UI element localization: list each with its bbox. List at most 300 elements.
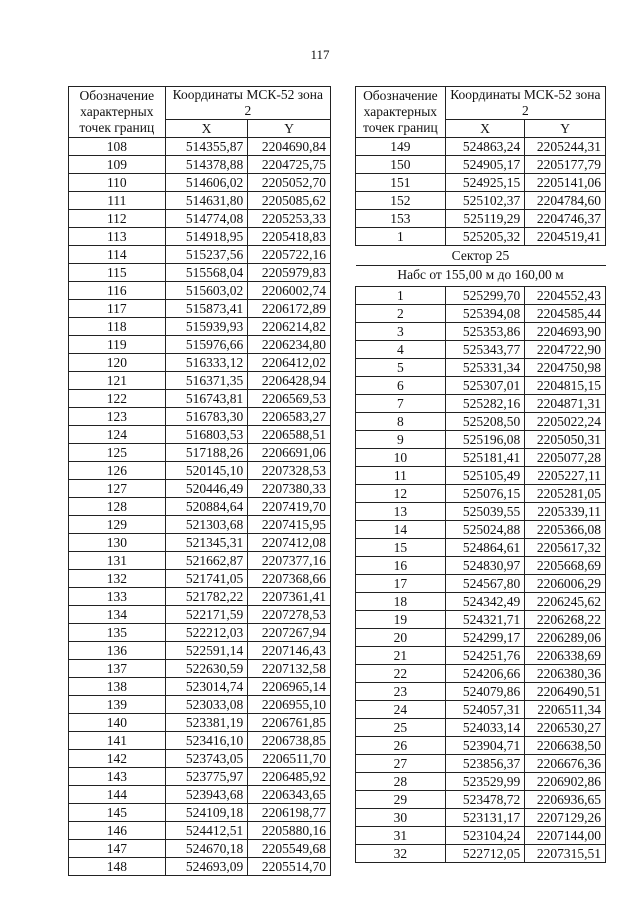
y-value: 2204585,44: [525, 305, 606, 323]
table-row: [356, 791, 606, 809]
x-value: 525181,41: [445, 449, 525, 467]
x-value: 523478,72: [445, 791, 525, 809]
x-value: 523131,17: [445, 809, 525, 827]
point-number: 150: [356, 156, 446, 174]
x-value: 517188,26: [165, 444, 248, 462]
table-row: [356, 192, 606, 210]
y-value: 2206936,65: [525, 791, 606, 809]
x-value: 523033,08: [165, 696, 248, 714]
x-value: 524863,24: [445, 138, 525, 156]
point-number: 113: [69, 228, 166, 246]
table-row: [69, 264, 331, 282]
designation-header: Обозначение характерных точек границ: [356, 87, 446, 138]
point-number: 25: [356, 719, 446, 737]
table-row: [356, 395, 606, 413]
x-value: 514378,88: [165, 156, 248, 174]
table-row: [356, 809, 606, 827]
x-value: 514355,87: [165, 138, 248, 156]
x-value: 516783,30: [165, 408, 248, 426]
y-value: 2206955,10: [248, 696, 331, 714]
table-row: [356, 174, 606, 192]
table-row: [69, 840, 331, 858]
point-number: 142: [69, 750, 166, 768]
table-row: [356, 593, 606, 611]
table-row: [356, 665, 606, 683]
point-number: 6: [356, 377, 446, 395]
point-number: 145: [69, 804, 166, 822]
x-value: 516743,81: [165, 390, 248, 408]
sector-section: [356, 246, 606, 287]
y-value: 2206490,51: [525, 683, 606, 701]
table-row: [69, 192, 331, 210]
point-number: 14: [356, 521, 446, 539]
y-value: 2206761,85: [248, 714, 331, 732]
table-row: [356, 210, 606, 228]
x-value: 523775,97: [165, 768, 248, 786]
coordinates-header: Координаты МСК-52 зона 2: [165, 87, 330, 120]
point-number: 147: [69, 840, 166, 858]
x-value: 516371,35: [165, 372, 248, 390]
y-value: 2205253,33: [248, 210, 331, 228]
table-row: [356, 228, 606, 246]
y-value: 2206738,85: [248, 732, 331, 750]
table-row: [69, 156, 331, 174]
point-number: 24: [356, 701, 446, 719]
x-value: 524251,76: [445, 647, 525, 665]
table-row: [69, 858, 331, 876]
x-value: 515976,66: [165, 336, 248, 354]
y-value: 2207412,08: [248, 534, 331, 552]
point-number: 137: [69, 660, 166, 678]
table-row: [69, 246, 331, 264]
x-value: 525205,32: [445, 228, 525, 246]
y-value: 2206214,82: [248, 318, 331, 336]
x-value: 525039,55: [445, 503, 525, 521]
point-number: 15: [356, 539, 446, 557]
table-row: [69, 750, 331, 768]
x-value: 524567,80: [445, 575, 525, 593]
point-number: 1: [356, 228, 446, 246]
table-row: [69, 822, 331, 840]
table-row: [356, 557, 606, 575]
point-number: 117: [69, 300, 166, 318]
table-row: [356, 719, 606, 737]
x-value: 525105,49: [445, 467, 525, 485]
point-number: 136: [69, 642, 166, 660]
x-value: 522171,59: [165, 606, 248, 624]
x-value: 524079,86: [445, 683, 525, 701]
table-row: [356, 485, 606, 503]
y-value: 2204722,90: [525, 341, 606, 359]
y-value: 2205052,70: [248, 174, 331, 192]
sector-height-range: Набс от 155,00 м до 160,00 м: [356, 266, 606, 287]
table-row: [69, 678, 331, 696]
y-value: 2206902,86: [525, 773, 606, 791]
y-value: 2207361,41: [248, 588, 331, 606]
x-value: 524693,09: [165, 858, 248, 876]
table-row: [69, 588, 331, 606]
x-value: 523014,74: [165, 678, 248, 696]
x-value: 514631,80: [165, 192, 248, 210]
point-number: 31: [356, 827, 446, 845]
y-value: 2206511,70: [248, 750, 331, 768]
right-table-body-bottom: [356, 287, 606, 863]
x-value: 525208,50: [445, 413, 525, 431]
point-number: 32: [356, 845, 446, 863]
point-number: 132: [69, 570, 166, 588]
table-row: [356, 827, 606, 845]
point-number: 146: [69, 822, 166, 840]
coordinates-table-left: [68, 86, 331, 876]
table-row: [69, 354, 331, 372]
x-value: 514774,08: [165, 210, 248, 228]
x-value: 522591,14: [165, 642, 248, 660]
y-value: 2206289,06: [525, 629, 606, 647]
y-value: 2205085,62: [248, 192, 331, 210]
y-value: 2204750,98: [525, 359, 606, 377]
y-value: 2207380,33: [248, 480, 331, 498]
table-row: [356, 701, 606, 719]
coordinates-table-right: [355, 86, 606, 863]
table-row: [69, 426, 331, 444]
y-value: 2204746,37: [525, 210, 606, 228]
y-value: 2205880,16: [248, 822, 331, 840]
x-value: 515237,56: [165, 246, 248, 264]
x-value: 523416,10: [165, 732, 248, 750]
y-value: 2206380,36: [525, 665, 606, 683]
table-row: [356, 683, 606, 701]
point-number: 135: [69, 624, 166, 642]
y-value: 2205227,11: [525, 467, 606, 485]
table-row: [356, 413, 606, 431]
point-number: 28: [356, 773, 446, 791]
table-row: [69, 498, 331, 516]
table-row: [356, 575, 606, 593]
table-row: [69, 282, 331, 300]
x-value: 523904,71: [445, 737, 525, 755]
point-number: 125: [69, 444, 166, 462]
table-row: [69, 534, 331, 552]
x-value: 524670,18: [165, 840, 248, 858]
table-row: [69, 732, 331, 750]
point-number: 151: [356, 174, 446, 192]
table-row: [69, 552, 331, 570]
x-value: 523856,37: [445, 755, 525, 773]
point-number: 20: [356, 629, 446, 647]
y-value: 2205077,28: [525, 449, 606, 467]
x-value: 524905,17: [445, 156, 525, 174]
x-value: 515603,02: [165, 282, 248, 300]
table-row: [356, 138, 606, 156]
table-row: [356, 449, 606, 467]
point-number: 133: [69, 588, 166, 606]
point-number: 3: [356, 323, 446, 341]
point-number: 126: [69, 462, 166, 480]
table-row: [69, 390, 331, 408]
point-number: 109: [69, 156, 166, 174]
table-row: [69, 786, 331, 804]
point-number: 27: [356, 755, 446, 773]
x-value: 525307,01: [445, 377, 525, 395]
x-value: 520446,49: [165, 480, 248, 498]
y-value: 2204784,60: [525, 192, 606, 210]
table-row: [69, 174, 331, 192]
point-number: 13: [356, 503, 446, 521]
y-value: 2207267,94: [248, 624, 331, 642]
table-row: [69, 228, 331, 246]
x-value: 520145,10: [165, 462, 248, 480]
table-row: [69, 336, 331, 354]
table-row: [356, 629, 606, 647]
table-row: [356, 845, 606, 863]
table-row: [69, 372, 331, 390]
y-value: 2204871,31: [525, 395, 606, 413]
x-value: 521741,05: [165, 570, 248, 588]
y-value: 2205281,05: [525, 485, 606, 503]
y-value: 2205366,08: [525, 521, 606, 539]
x-value: 524925,15: [445, 174, 525, 192]
designation-header: Обозначение характерных точек границ: [69, 87, 166, 138]
x-value: 523104,24: [445, 827, 525, 845]
sector-title: Сектор 25: [356, 246, 606, 266]
table-row: [356, 305, 606, 323]
y-value: 2205244,31: [525, 138, 606, 156]
point-number: 127: [69, 480, 166, 498]
table-row: [356, 156, 606, 174]
point-number: 17: [356, 575, 446, 593]
point-number: 128: [69, 498, 166, 516]
y-value: 2206583,27: [248, 408, 331, 426]
point-number: 139: [69, 696, 166, 714]
y-value: 2205177,79: [525, 156, 606, 174]
x-value: 516333,12: [165, 354, 248, 372]
point-number: 18: [356, 593, 446, 611]
point-number: 122: [69, 390, 166, 408]
x-value: 523529,99: [445, 773, 525, 791]
point-number: 119: [69, 336, 166, 354]
x-value: 523743,05: [165, 750, 248, 768]
y-value: 2205339,11: [525, 503, 606, 521]
x-header: X: [165, 120, 248, 138]
point-number: 129: [69, 516, 166, 534]
point-number: 22: [356, 665, 446, 683]
point-number: 10: [356, 449, 446, 467]
y-value: 2206002,74: [248, 282, 331, 300]
table-row: [69, 462, 331, 480]
y-value: 2205514,70: [248, 858, 331, 876]
x-value: 525024,88: [445, 521, 525, 539]
point-number: 121: [69, 372, 166, 390]
point-number: 153: [356, 210, 446, 228]
point-number: 1: [356, 287, 446, 305]
y-value: 2206198,77: [248, 804, 331, 822]
point-number: 21: [356, 647, 446, 665]
point-number: 124: [69, 426, 166, 444]
point-number: 123: [69, 408, 166, 426]
x-value: 524206,66: [445, 665, 525, 683]
y-value: 2205979,83: [248, 264, 331, 282]
x-value: 521345,31: [165, 534, 248, 552]
x-value: 525119,29: [445, 210, 525, 228]
table-row: [356, 611, 606, 629]
y-header: Y: [525, 120, 606, 138]
x-value: 524057,31: [445, 701, 525, 719]
y-value: 2204552,43: [525, 287, 606, 305]
y-value: 2207129,26: [525, 809, 606, 827]
y-value: 2205418,83: [248, 228, 331, 246]
table-row: [69, 444, 331, 462]
table-row: [69, 516, 331, 534]
point-number: 141: [69, 732, 166, 750]
table-row: [356, 431, 606, 449]
y-value: 2206412,02: [248, 354, 331, 372]
x-value: 525331,34: [445, 359, 525, 377]
x-value: 524412,51: [165, 822, 248, 840]
left-table-body: [69, 138, 331, 876]
x-value: 521662,87: [165, 552, 248, 570]
table-row: [69, 768, 331, 786]
point-number: 8: [356, 413, 446, 431]
y-value: 2206530,27: [525, 719, 606, 737]
y-value: 2204815,15: [525, 377, 606, 395]
right-table-body-top: [356, 138, 606, 246]
table-row: [69, 624, 331, 642]
point-number: 11: [356, 467, 446, 485]
table-row: [356, 773, 606, 791]
point-number: 130: [69, 534, 166, 552]
x-value: 524342,49: [445, 593, 525, 611]
y-value: 2206343,65: [248, 786, 331, 804]
x-value: 515568,04: [165, 264, 248, 282]
y-value: 2207328,53: [248, 462, 331, 480]
table-row: [69, 696, 331, 714]
point-number: 114: [69, 246, 166, 264]
point-number: 149: [356, 138, 446, 156]
y-value: 2206245,62: [525, 593, 606, 611]
point-number: 23: [356, 683, 446, 701]
point-number: 115: [69, 264, 166, 282]
x-value: 522630,59: [165, 660, 248, 678]
x-value: 522212,03: [165, 624, 248, 642]
x-value: 525343,77: [445, 341, 525, 359]
point-number: 2: [356, 305, 446, 323]
x-value: 525196,08: [445, 431, 525, 449]
table-row: [69, 660, 331, 678]
y-value: 2205722,16: [248, 246, 331, 264]
table-row: [356, 755, 606, 773]
y-value: 2207144,00: [525, 827, 606, 845]
table-row: [69, 642, 331, 660]
y-value: 2206638,50: [525, 737, 606, 755]
point-number: 12: [356, 485, 446, 503]
x-value: 520884,64: [165, 498, 248, 516]
table-row: [69, 570, 331, 588]
x-value: 523381,19: [165, 714, 248, 732]
point-number: 112: [69, 210, 166, 228]
x-value: 514918,95: [165, 228, 248, 246]
point-number: 148: [69, 858, 166, 876]
x-value: 514606,02: [165, 174, 248, 192]
point-number: 120: [69, 354, 166, 372]
x-value: 525282,16: [445, 395, 525, 413]
table-row: [69, 318, 331, 336]
x-value: 525299,70: [445, 287, 525, 305]
y-value: 2206428,94: [248, 372, 331, 390]
point-number: 144: [69, 786, 166, 804]
x-value: 524033,14: [445, 719, 525, 737]
table-row: [356, 359, 606, 377]
y-value: 2206511,34: [525, 701, 606, 719]
point-number: 138: [69, 678, 166, 696]
x-value: 525076,15: [445, 485, 525, 503]
y-value: 2205141,06: [525, 174, 606, 192]
y-value: 2206676,36: [525, 755, 606, 773]
y-value: 2206691,06: [248, 444, 331, 462]
point-number: 19: [356, 611, 446, 629]
point-number: 108: [69, 138, 166, 156]
x-value: 523943,68: [165, 786, 248, 804]
x-value: 524830,97: [445, 557, 525, 575]
y-value: 2205549,68: [248, 840, 331, 858]
y-value: 2207278,53: [248, 606, 331, 624]
y-value: 2207368,66: [248, 570, 331, 588]
page-number: 117: [310, 47, 330, 62]
x-value: 524864,61: [445, 539, 525, 557]
point-number: 131: [69, 552, 166, 570]
y-value: 2206588,51: [248, 426, 331, 444]
y-value: 2207415,95: [248, 516, 331, 534]
table-row: [69, 300, 331, 318]
y-value: 2205050,31: [525, 431, 606, 449]
y-value: 2207315,51: [525, 845, 606, 863]
table-row: [356, 647, 606, 665]
x-value: 524321,71: [445, 611, 525, 629]
x-value: 516803,53: [165, 426, 248, 444]
table-row: [356, 287, 606, 305]
point-number: 152: [356, 192, 446, 210]
table-row: [356, 467, 606, 485]
point-number: 110: [69, 174, 166, 192]
table-row: [69, 606, 331, 624]
point-number: 26: [356, 737, 446, 755]
x-header: X: [445, 120, 525, 138]
y-value: 2204519,41: [525, 228, 606, 246]
y-value: 2204693,90: [525, 323, 606, 341]
point-number: 111: [69, 192, 166, 210]
y-value: 2206965,14: [248, 678, 331, 696]
table-row: [356, 737, 606, 755]
point-number: 7: [356, 395, 446, 413]
y-value: 2207132,58: [248, 660, 331, 678]
table-row: [356, 521, 606, 539]
y-value: 2206485,92: [248, 768, 331, 786]
x-value: 525353,86: [445, 323, 525, 341]
y-header: Y: [248, 120, 331, 138]
point-number: 134: [69, 606, 166, 624]
x-value: 515939,93: [165, 318, 248, 336]
y-value: 2206234,80: [248, 336, 331, 354]
x-value: 522712,05: [445, 845, 525, 863]
x-value: 521782,22: [165, 588, 248, 606]
y-value: 2206569,53: [248, 390, 331, 408]
y-value: 2204690,84: [248, 138, 331, 156]
table-row: [356, 539, 606, 557]
point-number: 118: [69, 318, 166, 336]
x-value: 525394,08: [445, 305, 525, 323]
y-value: 2207146,43: [248, 642, 331, 660]
y-value: 2207419,70: [248, 498, 331, 516]
y-value: 2205617,32: [525, 539, 606, 557]
